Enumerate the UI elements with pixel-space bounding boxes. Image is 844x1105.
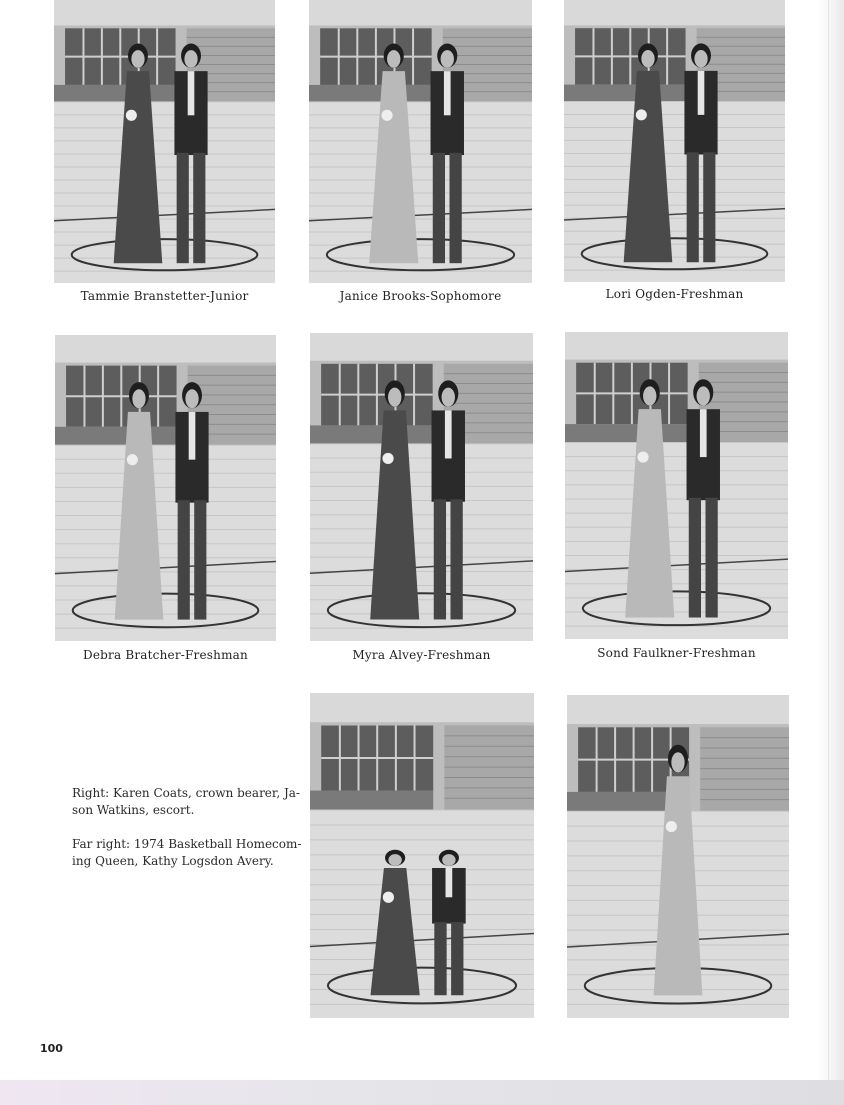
photo-scene xyxy=(54,0,275,283)
photo-scene xyxy=(310,693,534,1018)
caption-crown-bearer: Right: Karen Coats, crown bearer, Ja-son Watkins, escort. xyxy=(72,786,300,817)
photo-alvey xyxy=(310,333,533,641)
photo-scene xyxy=(309,0,532,283)
photo-homecoming-queen xyxy=(567,695,789,1018)
photo-scene xyxy=(567,695,789,1018)
caption-branstetter: Tammie Branstetter-Junior xyxy=(80,289,249,303)
caption-bratcher: Debra Bratcher-Freshman xyxy=(83,648,248,662)
photo-scene xyxy=(55,335,276,641)
photo-crown-bearer xyxy=(310,693,534,1018)
caption-ogden: Lori Ogden-Freshman xyxy=(605,287,744,301)
page-number: 100 xyxy=(40,1042,63,1055)
photo-branstetter xyxy=(54,0,275,283)
caption-homecoming-queen: Far right: 1974 Basketball Homecom-ing Queen, Kathy Logsdon Avery. xyxy=(72,837,302,868)
photo-ogden xyxy=(564,0,785,282)
photo-brooks xyxy=(309,0,532,283)
photo-bratcher xyxy=(55,335,276,641)
photo-scene xyxy=(565,332,788,639)
caption-alvey: Myra Alvey-Freshman xyxy=(352,648,491,662)
scan-bottom-strip xyxy=(0,1080,844,1105)
caption-brooks: Janice Brooks-Sophomore xyxy=(339,289,502,303)
caption-faulkner: Sond Faulkner-Freshman xyxy=(597,646,756,660)
photo-scene xyxy=(564,0,785,282)
photo-faulkner xyxy=(565,332,788,639)
page-edge xyxy=(818,0,844,1080)
photo-scene xyxy=(310,333,533,641)
